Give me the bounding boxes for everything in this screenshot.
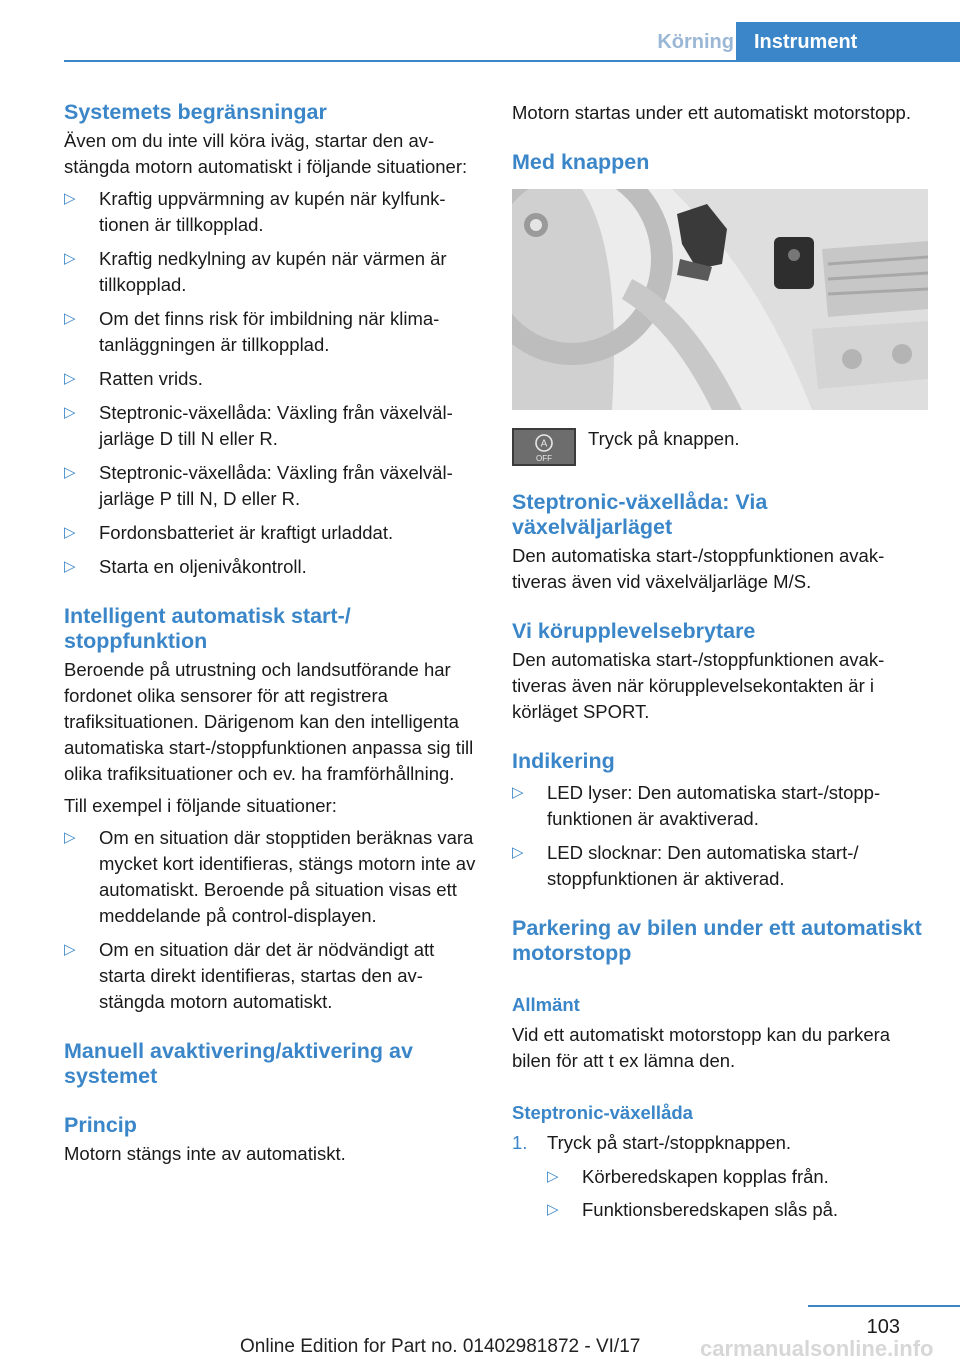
arrow-bullet-icon: ▷ bbox=[547, 1201, 559, 1218]
arrow-bullet-icon: ▷ bbox=[64, 370, 76, 387]
steptronic-text: Den automatiska start-/stoppfunktionen avaktiveras även vid växelväljarläge M/S. bbox=[512, 545, 885, 592]
button-caption: Tryck på knappen. bbox=[588, 428, 740, 449]
list-item: ▷ Om det finns risk för imbildning när klimatanläggningen är tillkopplad. bbox=[64, 308, 440, 355]
dashboard-illustration bbox=[512, 189, 928, 410]
intelligent-text: Beroende på utrustning och landsutförande har fordonet olika sensorer för att registrera trafiksituationen. Därigenom kan den intelligenta automatiska start-/stoppfunktionen anpassa sig till olika trafiksituationer och ev. ha framförhållning. bbox=[64, 659, 474, 784]
header-rule bbox=[64, 60, 960, 62]
dashboard-photo bbox=[512, 189, 928, 410]
list-item: ▷ Starta en oljenivåkontroll. bbox=[64, 554, 476, 580]
page-header bbox=[0, 0, 960, 62]
heading-principle: Princip bbox=[64, 1113, 137, 1137]
arrow-bullet-icon: ▷ bbox=[64, 941, 76, 958]
heading-drive-mode: Vi körupplevelsebrytare bbox=[512, 619, 756, 643]
tab-instrument[interactable]: Instrument bbox=[736, 22, 960, 62]
list-item: ▷ Om en situation där stopptiden beräknas vara mycket kort identifieras, stängs motorn inte av automatiskt. Beroende på situation visas ett meddelande på control-displayen. bbox=[64, 827, 476, 926]
heading-steptronic: Steptronic-växellåda: Via växelväljarläget bbox=[512, 490, 768, 539]
auto-start-stop-button-icon bbox=[512, 428, 576, 466]
heading-intelligent: Intelligent automatisk start-/ stoppfunktion bbox=[64, 604, 351, 653]
drive-text: Den automatiska start-/stoppfunktionen avaktiveras även när körupplevelsekontakten är i körläget SPORT. bbox=[512, 649, 885, 722]
example-intro: Till exempel i följande situationer: bbox=[64, 795, 337, 816]
list-item: ▷ Ratten vrids. bbox=[64, 366, 476, 392]
arrow-bullet-icon: ▷ bbox=[64, 310, 76, 327]
list-item: ▷ Funktionsberedskapen slås på. bbox=[547, 1197, 928, 1223]
arrow-bullet-icon: ▷ bbox=[64, 558, 76, 575]
step-number: 1. bbox=[512, 1132, 528, 1153]
svg-text:OFF: OFF bbox=[536, 454, 552, 463]
arrow-bullet-icon: ▷ bbox=[64, 464, 76, 481]
indicator-list bbox=[512, 780, 928, 892]
list-item: ▷ Steptronic-växellåda: Växling från växelväljarläge P till N, D eller R. bbox=[64, 462, 453, 509]
arrow-bullet-icon: ▷ bbox=[512, 844, 524, 861]
intro-text: Motorn startas under ett automatiskt motorstopp. bbox=[512, 102, 911, 123]
example-list bbox=[64, 825, 476, 1015]
footer-rule bbox=[808, 1305, 960, 1307]
steps-list bbox=[512, 1130, 928, 1223]
arrow-bullet-icon: ▷ bbox=[64, 404, 76, 421]
heading-manual: Manuell avaktivering/aktivering av systemet bbox=[64, 1039, 413, 1088]
heading-parking: Parkering av bilen under ett automatiskt motorstopp bbox=[512, 916, 922, 965]
general-text: Vid ett automatiskt motorstopp kan du parkera bilen för att t ex lämna den. bbox=[512, 1024, 891, 1071]
step-item bbox=[512, 1130, 928, 1223]
heading-indicator: Indikering bbox=[512, 749, 615, 773]
heading-button: Med knappen bbox=[512, 150, 650, 174]
principle-text: Motorn stängs inte av automatiskt. bbox=[64, 1143, 346, 1164]
page-number: 103 bbox=[866, 1316, 900, 1338]
list-item: ▷ Om en situation där det är nödvändigt att starta direkt identifieras, startas den avstängda motorn automatiskt. bbox=[64, 939, 435, 1012]
arrow-bullet-icon: ▷ bbox=[64, 250, 76, 267]
list-item: ▷ LED lyser: Den automatiska start-/stoppfunktionen är avaktiverad. bbox=[512, 782, 881, 829]
heading-limits: Systemets begränsningar bbox=[64, 100, 327, 124]
edition-text: Online Edition for Part no. 01402981872 - VI/17 bbox=[240, 1336, 641, 1357]
arrow-bullet-icon: ▷ bbox=[547, 1168, 559, 1185]
watermark: carmanualsonline.info bbox=[700, 1336, 934, 1361]
arrow-bullet-icon: ▷ bbox=[64, 524, 76, 541]
list-item: ▷ LED slocknar: Den automatiska start-/ stoppfunktionen är aktiverad. bbox=[512, 842, 859, 889]
list-item: ▷ Kraftig nedkylning av kupén när värmen är tillkopplad. bbox=[64, 248, 447, 295]
step-text: Tryck på start-/stoppknappen. bbox=[547, 1132, 792, 1153]
button-instruction bbox=[512, 426, 928, 466]
list-item: ▷ Körberedskapen kopplas från. bbox=[547, 1164, 928, 1190]
arrow-bullet-icon: ▷ bbox=[64, 829, 76, 846]
right-column bbox=[512, 100, 928, 1230]
heading-steptronic-gearbox: Steptronic-växellåda bbox=[512, 1102, 693, 1123]
svg-text:A: A bbox=[540, 438, 548, 450]
arrow-bullet-icon: ▷ bbox=[512, 784, 524, 801]
heading-general: Allmänt bbox=[512, 994, 580, 1015]
a-off-symbol bbox=[514, 430, 574, 464]
left-column bbox=[64, 100, 476, 1167]
page-footer bbox=[0, 1300, 960, 1362]
list-item: ▷ Steptronic-växellåda: Växling från växelväljarläge D till N eller R. bbox=[64, 402, 453, 449]
list-item: ▷ Fordonsbatteriet är kraftigt urladdat. bbox=[64, 520, 476, 546]
tab-korning[interactable]: Körning bbox=[657, 31, 734, 53]
list-item: ▷ Kraftig uppvärmning av kupén när kylfunktionen är tillkopplad. bbox=[64, 188, 446, 235]
arrow-bullet-icon: ▷ bbox=[64, 190, 76, 207]
step-sublist bbox=[547, 1164, 928, 1223]
limits-intro: Även om du inte vill köra iväg, startar den avstängda motorn automatiskt i följande situationer: bbox=[64, 130, 468, 177]
limits-list bbox=[64, 186, 476, 580]
